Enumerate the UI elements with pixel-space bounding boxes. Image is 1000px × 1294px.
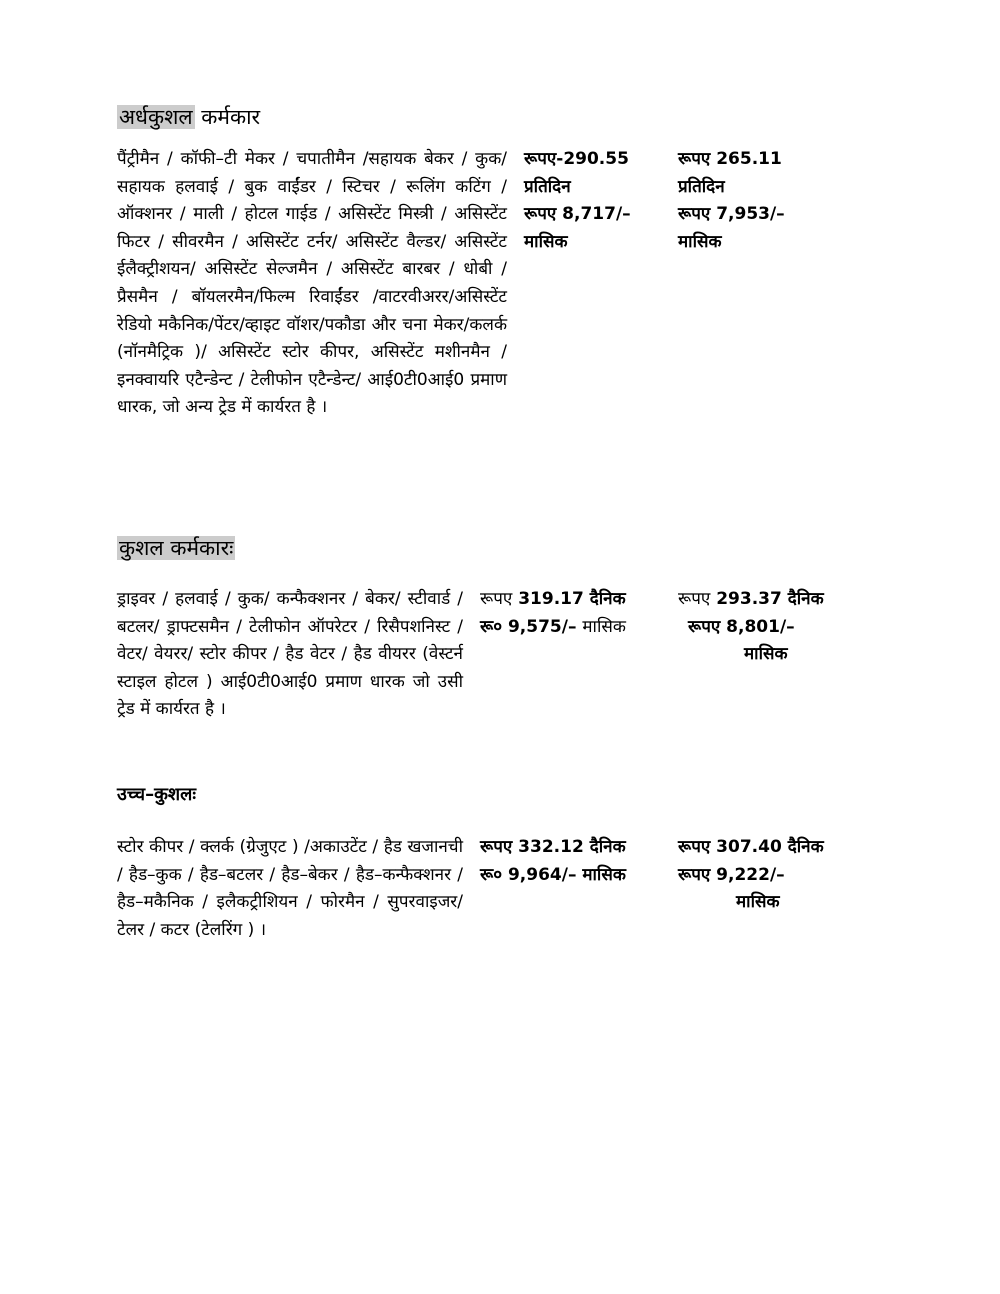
wage-amount: 293.37 दैनिक <box>716 589 824 609</box>
wage-amount: 319.17 <box>518 589 584 609</box>
wage-line: मासिक <box>678 231 722 252</box>
wage-line: प्रतिदिन <box>524 176 571 197</box>
heading-rest: कर्मकार <box>201 105 261 129</box>
wage-amount: रू० 9,575/– <box>480 616 577 637</box>
wage-line: मासिक <box>744 644 788 665</box>
skilled-wage-current <box>480 586 665 641</box>
wage-line: प्रतिदिन <box>678 176 725 197</box>
wage-line <box>480 586 665 614</box>
heading-highlight: कुशल कर्मकारः <box>119 536 234 560</box>
wage-line <box>678 586 838 614</box>
semi-skilled-wage-previous <box>678 146 848 256</box>
wage-amount: 265.11 <box>716 149 782 169</box>
wage-line: रूपए 8,801/– <box>688 616 795 637</box>
wage-line: रूपए 332.12 दैनिक <box>480 837 626 857</box>
wage-period: दैनिक <box>589 589 626 609</box>
section-heading-highly-skilled: उच्च–कुशलः <box>117 784 196 805</box>
wage-amount: 7,953/– <box>716 204 785 225</box>
wage-line: रूपए-290.55 <box>524 149 629 169</box>
wage-currency: रूपए <box>480 589 513 609</box>
wage-line: रूपए 8,717/– <box>524 204 631 225</box>
highly-skilled-wage-previous <box>678 834 843 917</box>
wage-line <box>678 146 848 174</box>
skilled-wage-previous <box>678 586 838 669</box>
section-heading-skilled <box>117 533 235 563</box>
wage-line <box>678 201 848 229</box>
semi-skilled-wage-current <box>524 146 654 256</box>
wage-line: मासिक <box>524 231 568 252</box>
wage-currency: रूपए <box>678 149 711 169</box>
section-heading-semi-skilled <box>117 102 260 132</box>
skilled-trades-description: ड्राइवर / हलवाई / कुक/ कन्फैक्शनर / बेकर/ स्टीवार्ड / बटलर/ ड्राफ्टसमैन / टेलीफोन ऑपरेटर / रिसैपशनिस्ट / वेटर/ वेयरर/ स्टोर कीपर / हैड वेटर / हैड वीयरर (वेस्टर्न स्टाइल होटल ) आई0टी0आई0 प्रमाण धारक जो उसी ट्रेड में कार्यरत है । <box>117 589 463 720</box>
highly-skilled-trades-description: स्टोर कीपर / क्लर्क (ग्रेजुएट ) /अकाउटेंट / हैड खजानची / हैड–कुक / हैड–बटलर / हैड–बेकर / हैड–कन्फैक्शनर /हैड–मकैनिक / इलैकट्रीशियन / फोरमैन / सुपरवाइजर/ टेलर / कटर (टेलरिंग ) । <box>117 837 463 940</box>
wage-currency: रूपए <box>678 204 711 225</box>
wage-line: मासिक <box>736 892 780 913</box>
semi-skilled-trades-description: पैंट्रीमैन / कॉफी–टी मेकर / चपातीमैन /सहायक बेकर / कुक/ सहायक हलवाई / बुक वाईंडर / स्टिचर / रूलिंग कटिंग / ऑक्शनर / माली / होटल गाईड / असिस्टेंट मिस्त्री / असिस्टेंट फिटर / सीवरमैन / असिस्टेंट टर्नर/ असिस्टेंट वैल्डर/ असिस्टेंट ईलैक्ट्रीशयन/ असिस्टेंट सेल्जमैन / असिस्टेंट बारबर / धोबी / प्रैसमैन / बॉयलरमैन/फिल्म रिवाईंडर /वाटरवीअरर/असिस्टेंट रेडियो मकैनिक/पेंटर/व्हाइट वॉशर/पकौडा और चना मेकर/कलर्क (नॉनमैट्रिक )/ असिस्टेंट स्टोर कीपर, असिस्टेंट मशीनमैन / इनक्वायरि एटैन्डेन्ट / टेलीफोन एटैन्डेन्ट/ आई0टी0आई0 प्रमाण धारक, जो अन्य ट्रेड में कार्यरत है । <box>117 149 507 418</box>
wage-line <box>480 614 665 642</box>
highly-skilled-wage-current <box>480 834 665 889</box>
heading-highlight: अर्धकुशल <box>119 105 193 129</box>
wage-period: मासिक <box>582 616 626 637</box>
wage-line: रूपए 9,222/– <box>678 864 785 885</box>
wage-currency: रूपए <box>678 589 711 609</box>
wage-line: रूपए 307.40 दैनिक <box>678 837 824 857</box>
wage-line: रू० 9,964/– मासिक <box>480 864 626 885</box>
